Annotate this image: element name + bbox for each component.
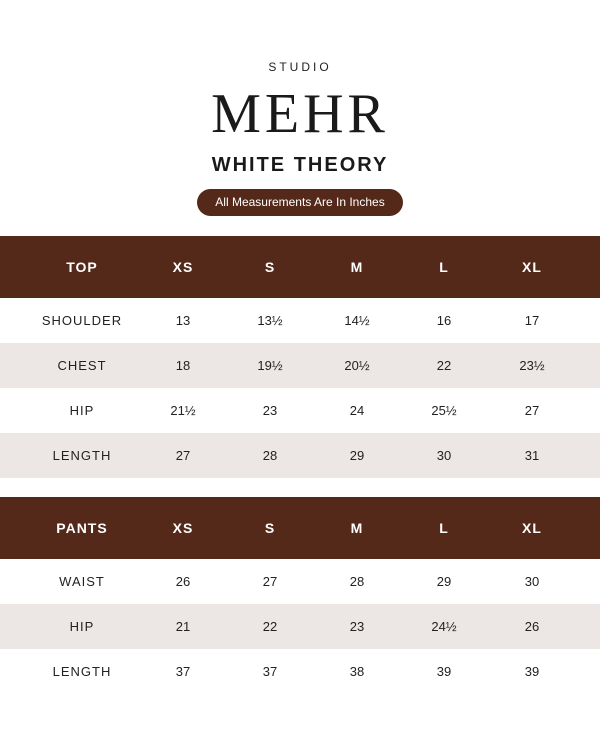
size-value: 24½ — [431, 619, 457, 634]
size-value: 19½ — [257, 358, 283, 373]
size-value: 23 — [349, 619, 365, 634]
size-value: 30 — [436, 448, 452, 463]
brand-logo: MEHR — [211, 83, 389, 145]
table-row — [0, 433, 600, 478]
column-header-m: M — [350, 259, 364, 275]
size-value: 13½ — [257, 313, 283, 328]
size-value: 26 — [175, 574, 191, 589]
pants-table-header — [0, 497, 600, 559]
table-row — [0, 388, 600, 433]
column-header-s: S — [264, 520, 276, 536]
column-header-xs: XS — [172, 259, 194, 275]
column-header-s: S — [264, 259, 276, 275]
size-value: 17 — [524, 313, 540, 328]
measurement-label: LENGTH — [52, 448, 112, 463]
top-size-table — [0, 236, 600, 478]
size-value: 28 — [349, 574, 365, 589]
size-value: 22 — [262, 619, 278, 634]
size-value: 24 — [349, 403, 365, 418]
table-row — [0, 604, 600, 649]
size-value: 29 — [349, 448, 365, 463]
size-value: 26 — [524, 619, 540, 634]
size-value: 38 — [349, 664, 365, 679]
size-value: 25½ — [431, 403, 457, 418]
size-value: 23½ — [519, 358, 545, 373]
measurement-label: HIP — [69, 619, 95, 634]
measurement-label: CHEST — [57, 358, 107, 373]
size-value: 21½ — [170, 403, 196, 418]
size-value: 22 — [436, 358, 452, 373]
size-value: 13 — [175, 313, 191, 328]
table-row — [0, 343, 600, 388]
table-row — [0, 649, 600, 694]
size-value: 31 — [524, 448, 540, 463]
table-row — [0, 559, 600, 604]
column-header-pants: PANTS — [56, 520, 108, 536]
size-value: 21 — [175, 619, 191, 634]
measurement-label: LENGTH — [52, 664, 112, 679]
pants-size-table — [0, 497, 600, 694]
studio-label: STUDIO — [268, 60, 332, 74]
column-header-l: L — [439, 259, 449, 275]
column-header-top: TOP — [66, 259, 98, 275]
size-value: 27 — [524, 403, 540, 418]
size-value: 39 — [524, 664, 540, 679]
size-value: 20½ — [344, 358, 370, 373]
size-value: 18 — [175, 358, 191, 373]
size-value: 39 — [436, 664, 452, 679]
measurement-label: HIP — [69, 403, 95, 418]
column-header-xl: XL — [522, 259, 542, 275]
measurement-note-badge: All Measurements Are In Inches — [197, 189, 403, 216]
size-value: 29 — [436, 574, 452, 589]
size-value: 28 — [262, 448, 278, 463]
size-value: 27 — [175, 448, 191, 463]
size-value: 16 — [436, 313, 452, 328]
top-table-header — [0, 236, 600, 298]
column-header-l: L — [439, 520, 449, 536]
size-value: 27 — [262, 574, 278, 589]
column-header-m: M — [350, 520, 364, 536]
size-value: 37 — [262, 664, 278, 679]
measurement-label: SHOULDER — [41, 313, 123, 328]
column-header-xl: XL — [522, 520, 542, 536]
size-value: 37 — [175, 664, 191, 679]
size-value: 14½ — [344, 313, 370, 328]
collection-title: WHITE THEORY — [211, 154, 389, 176]
table-row — [0, 298, 600, 343]
size-value: 30 — [524, 574, 540, 589]
measurement-label: WAIST — [59, 574, 105, 589]
column-header-xs: XS — [172, 520, 194, 536]
size-value: 23 — [262, 403, 278, 418]
